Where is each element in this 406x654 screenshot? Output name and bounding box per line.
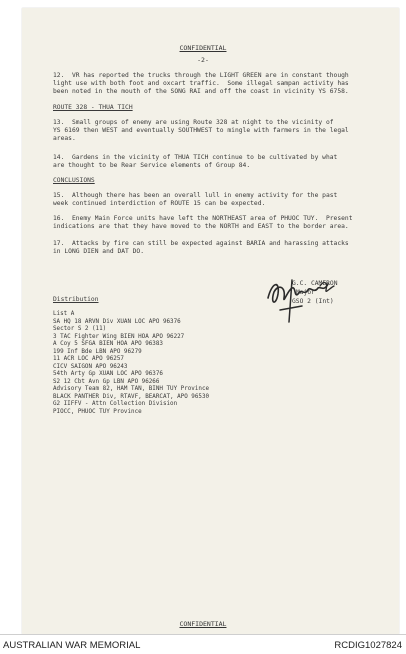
paragraph-14: 14. Gardens in the vicinity of THUA TICH continue to be cultivated by what are thought to be Rear Service elements of Group 84.: [53, 154, 338, 169]
heading-route-328: ROUTE 328 - THUA TICH: [53, 104, 133, 111]
footer-classification: CONFIDENTIAL: [179, 620, 227, 628]
page-number: -2-: [197, 56, 209, 64]
archive-reference: RCDIG1027824: [334, 640, 402, 651]
signatory-rank: Major: [296, 289, 315, 296]
paragraph-16: 16. Enemy Main Force units have left the NORTHEAST area of PHUOC TUY. Present indications are that they have moved to the NORTH and EAST to the border area.: [53, 215, 353, 230]
archive-institution: AUSTRALIAN WAR MEMORIAL: [3, 640, 141, 651]
signatory-name: G.C. CAMERON: [292, 280, 338, 287]
heading-conclusions: CONCLUSIONS: [53, 177, 95, 184]
paragraph-12: 12. VR has reported the trucks through the LIGHT GREEN are in constant though light use with both foot and oxcart traffic. Some illegal sampan activity has been noted in the mouth of the SONG RAI and off the coast in vicinity YS 6758.: [53, 72, 349, 95]
paragraph-17: 17. Attacks by fire can still be expected against BARIA and harassing attacks in LONG DIEN and DAT DO.: [53, 240, 349, 255]
distribution-list: List A SA HQ 18 ARVN Div XUAN LOC APO 96376 Sector S 2 (11) 3 TAC Fighter Wing BIEN HOA APO 96227 A Coy 5 SFGA BIEN HOA APO 96383 199 Inf Bde LBN APO 96279 11 ACR LOC APO 96257 CICV SAIGON APO 96243 54th Arty Gp XUAN LOC APO 96376 S2 12 Cbt Avn Gp LBN APO 96266 Advisory Team 82, HAM TAN, BINH TUY Province BLACK PANTHER Div, RTAVF, BEARCAT, APO 96530 G2 IIFFV - Attn Collection Division PIOCC, PHUOC TUY Province: [53, 311, 210, 415]
paragraph-13: 13. Small groups of enemy are using Route 328 at night to the vicinity of YS 6169 then WEST and eventually SOUTHWEST to mingle with farmers in the legal areas.: [53, 119, 349, 142]
header-classification: CONFIDENTIAL: [179, 44, 227, 52]
paragraph-15: 15. Although there has been an overall lull in enemy activity for the past week continued interdiction of ROUTE 15 can be expected.: [53, 192, 338, 207]
signatory-title: GSO 2 (Int): [292, 298, 334, 305]
archive-footer: [0, 634, 406, 654]
distribution-heading: Distribution: [53, 296, 99, 303]
